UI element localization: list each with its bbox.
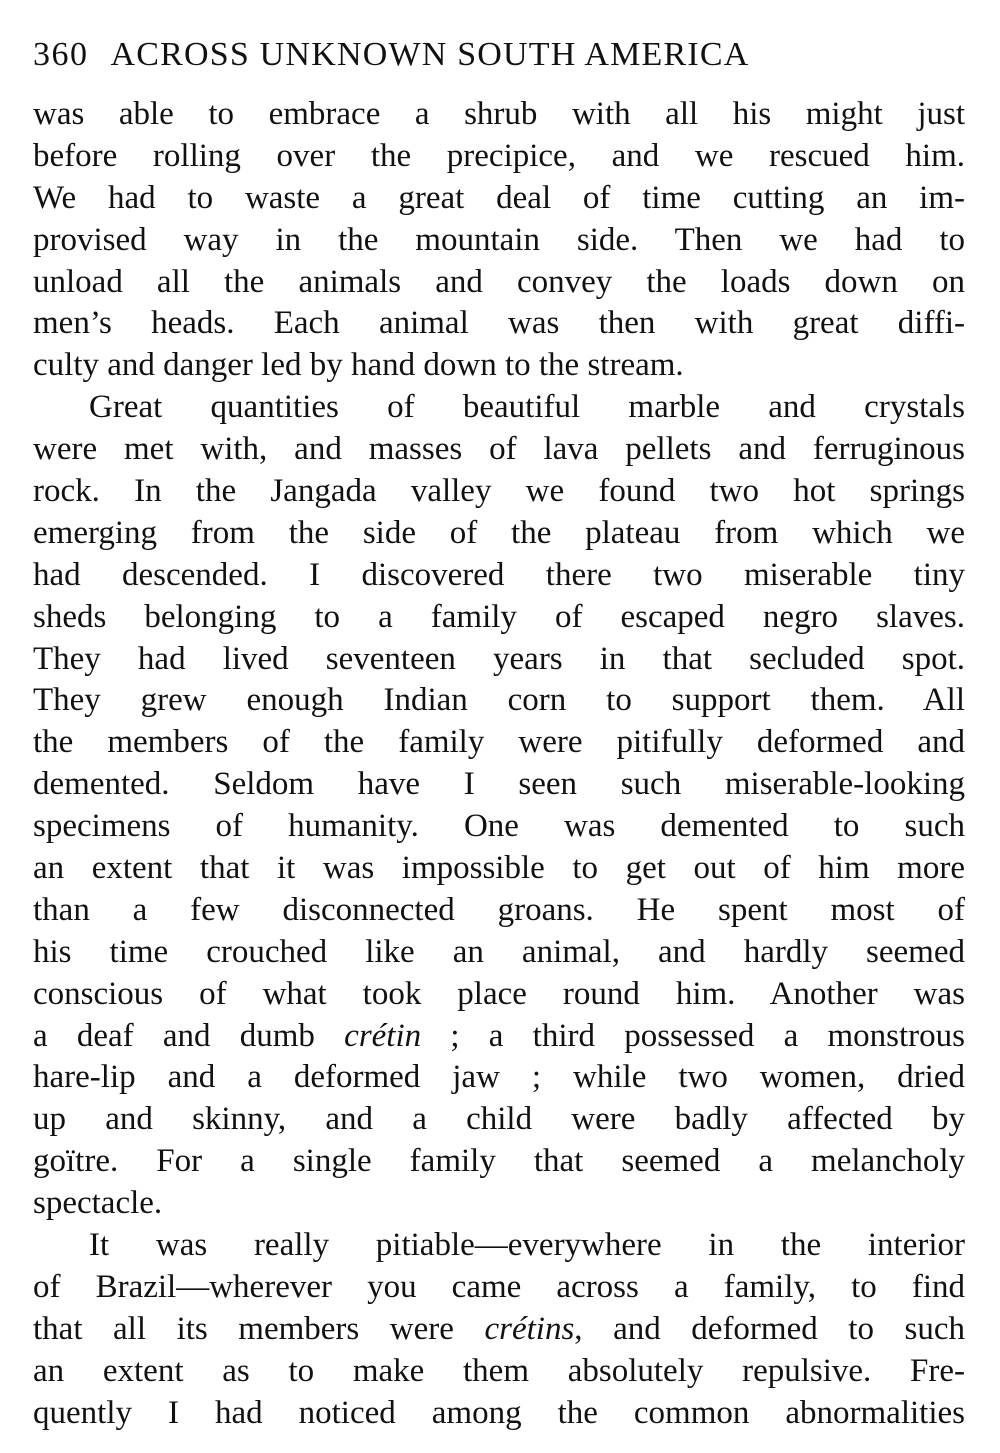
body-text [33, 94, 965, 1435]
text-line: We had to waste a great deal of time cutting an im- [33, 179, 965, 216]
text-line: of Brazil—wherever you came across a family, to find [33, 1268, 965, 1305]
text-line-with-italic [33, 1016, 965, 1058]
text-line: had descended. I discovered there two miserable tiny [33, 556, 965, 593]
paragraph-1 [33, 94, 965, 387]
italic-term: crétins [484, 1310, 575, 1347]
text-line-with-italic [33, 1309, 965, 1351]
text-line: emerging from the side of the plateau from which we [33, 514, 965, 551]
text-line: spectacle. [33, 1185, 163, 1222]
text-line: men’s heads. Each animal was then with great diffi- [33, 305, 965, 342]
text-segment: a deaf and dumb [33, 1017, 345, 1054]
page-number: 360 [33, 36, 89, 73]
text-segment: that all its members were [33, 1310, 485, 1347]
text-line: than a few disconnected groans. He spent most of [33, 891, 965, 928]
text-line: Great quantities of beautiful marble and crystals [89, 389, 965, 426]
text-line: his time crouched like an animal, and hardly seemed [33, 933, 965, 970]
text-line: unload all the animals and convey the loads down on [33, 263, 965, 300]
text-line: It was really pitiable—everywhere in the interior [89, 1227, 965, 1264]
text-line: was able to embrace a shrub with all his might just [33, 96, 965, 132]
book-page [33, 28, 965, 1435]
text-line: specimens of humanity. One was demented to such [33, 808, 965, 845]
book-title: ACROSS UNKNOWN SOUTH AMERICA [110, 36, 750, 73]
text-line: an extent as to make them absolutely repulsive. Fre- [33, 1352, 965, 1389]
text-segment: ; a third possessed a monstrous [421, 1017, 965, 1054]
text-line: goïtre. For a single family that seemed a melancholy [33, 1143, 965, 1180]
text-line: were met with, and masses of lava pellets and ferruginous [33, 431, 965, 468]
text-line: quently I had noticed among the common abnormalities [33, 1394, 965, 1431]
paragraph-2 [33, 387, 965, 1225]
italic-term: crétin [344, 1017, 422, 1054]
text-line: hare-lip and a deformed jaw ; while two women, dried [33, 1059, 965, 1096]
text-line: up and skinny, and a child were badly affected by [33, 1101, 965, 1138]
text-line: conscious of what took place round him. Another was [33, 975, 965, 1012]
text-line: before rolling over the precipice, and we rescued him. [33, 137, 965, 174]
text-line: rock. In the Jangada valley we found two hot springs [33, 473, 965, 510]
text-segment: , and deformed to such [574, 1310, 965, 1347]
running-head [33, 28, 965, 82]
text-line: the members of the family were pitifully deformed and [33, 724, 965, 761]
text-line: sheds belonging to a family of escaped negro slaves. [33, 598, 965, 635]
text-line: an extent that it was impossible to get out of him more [33, 850, 965, 887]
text-line: They had lived seventeen years in that secluded spot. [33, 640, 965, 677]
paragraph-3 [33, 1225, 965, 1434]
text-line: provised way in the mountain side. Then we had to [33, 221, 965, 258]
text-line: They grew enough Indian corn to support them. All [33, 682, 965, 719]
text-line: demented. Seldom have I seen such miserable-looking [33, 766, 965, 803]
text-line: culty and danger led by hand down to the stream. [33, 347, 684, 384]
